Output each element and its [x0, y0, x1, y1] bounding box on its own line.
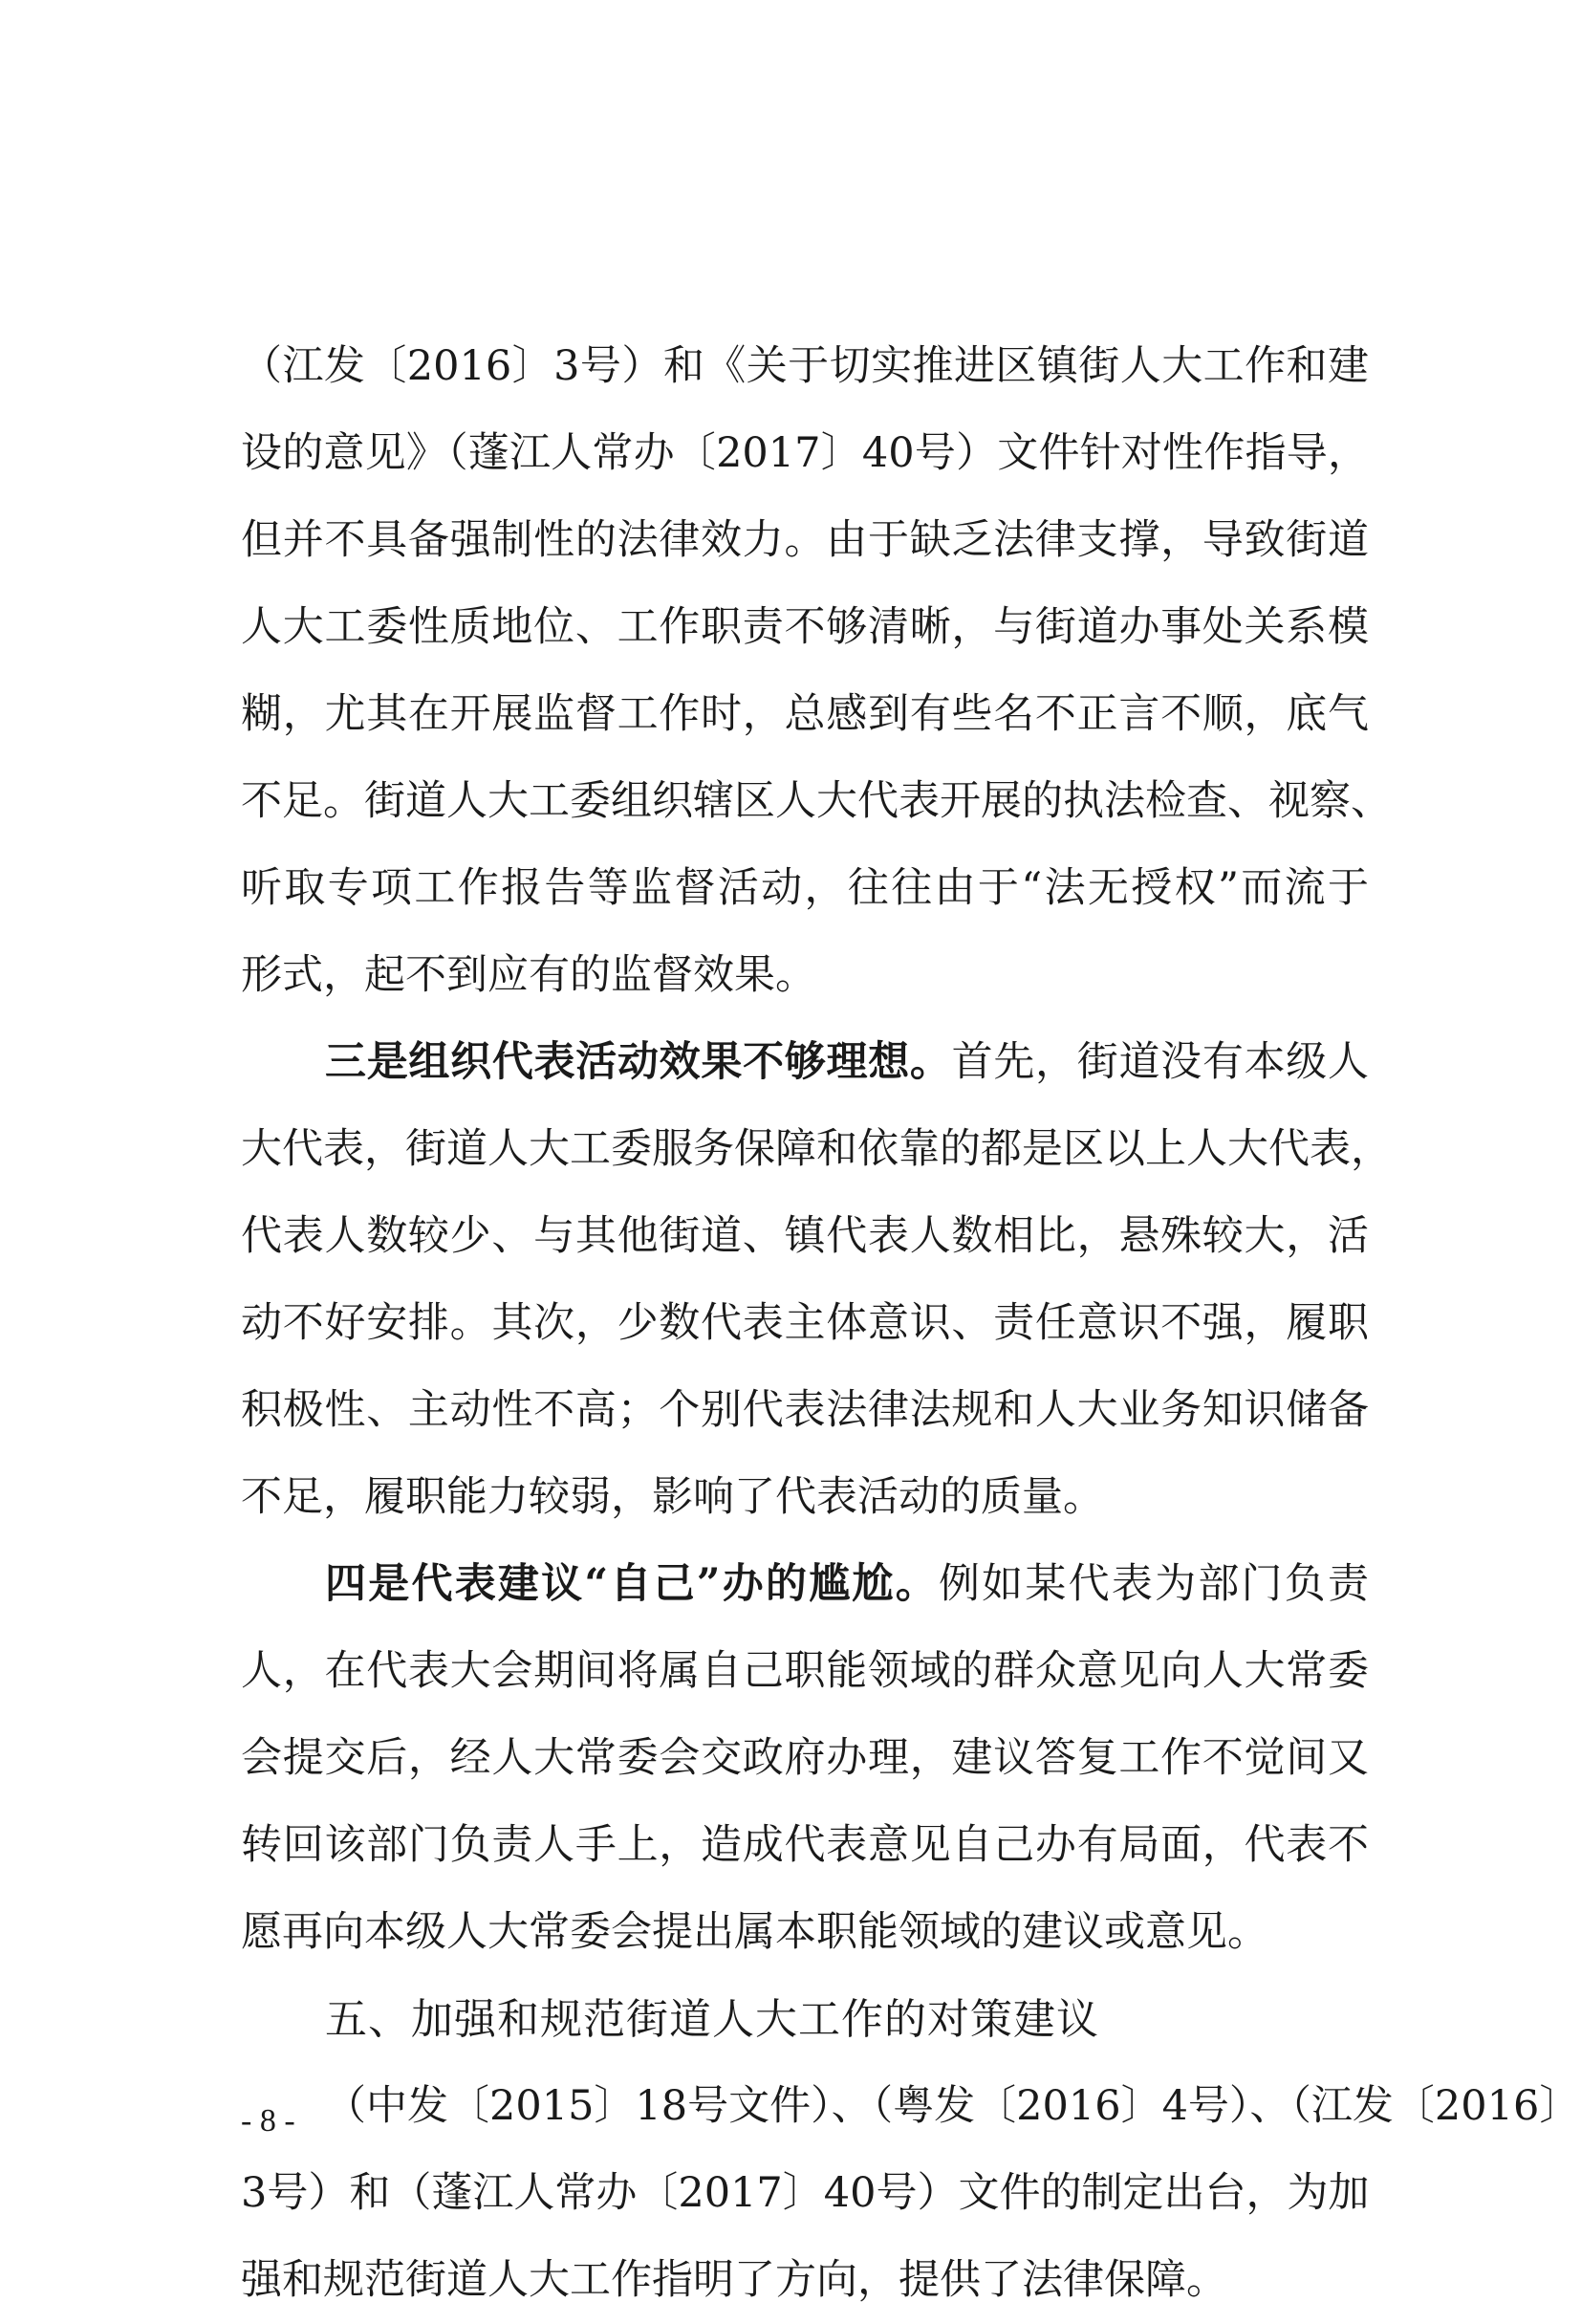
paragraph-first-line: [241, 1019, 1369, 1106]
paragraph-line: 积极性、主动性不高；个别代表法律法规和人大业务知识储备: [241, 1386, 1369, 1434]
paragraph-line: 形式，起不到应有的监督效果。: [241, 951, 816, 999]
paragraph-line: 人大工委性质地位、工作职责不够清晰，与街道办事处关系模: [241, 603, 1369, 651]
paragraph-line: 动不好安排。其次，少数代表主体意识、责任意识不强，履职: [241, 1299, 1369, 1347]
body-text: [241, 323, 1581, 2324]
paragraph-line: 3号）和（蓬江人常办〔2017〕40号）文件的制定出台，为加: [241, 2169, 1370, 2217]
paragraph-line: 愿再向本级人大常委会提出属本职能领域的建议或意见。: [241, 1908, 1268, 1956]
paragraph-line: 但并不具备强制性的法律效力。由于缺乏法律支撑，导致街道: [241, 516, 1369, 564]
paragraph-lead: 三是组织代表活动效果不够理想。: [325, 1038, 952, 1086]
page-number: - 8 -: [241, 2103, 295, 2139]
paragraph-line: 代表人数较少、与其他街道、镇代表人数相比，悬殊较大，活: [241, 1212, 1369, 1260]
paragraph-line: 人，在代表大会期间将属自己职能领域的群众意见向人大常委: [241, 1647, 1369, 1695]
paragraph-first-line: [241, 1541, 1369, 1628]
paragraph-line: 不足，履职能力较弱，影响了代表活动的质量。: [241, 1473, 1104, 1521]
section-heading: 五、加强和规范街道人大工作的对策建议: [325, 1995, 1099, 2044]
paragraph-text: 首先，街道没有本级人: [951, 1038, 1369, 1086]
paragraph-line: （中发〔2015〕18号文件）、（粤发〔2016〕4号）、（江发〔2016〕: [325, 2082, 1581, 2130]
paragraph-line: 设的意见》（蓬江人常办〔2017〕40号）文件针对性作指导，: [241, 429, 1369, 477]
paragraph-line: 强和规范街道人大工作指明了方向，提供了法律保障。: [241, 2256, 1227, 2304]
paragraph-lead: 四是代表建议“自己”办的尴尬。: [325, 1560, 939, 1608]
paragraph-text: 例如某代表为部门负责: [938, 1560, 1370, 1608]
paragraph-line: 听取专项工作报告等监督活动，往往由于“法无授权”而流于: [241, 864, 1369, 912]
paragraph-line: 转回该部门负责人手上，造成代表意见自己办有局面，代表不: [241, 1821, 1369, 1869]
paragraph-line: 不足。街道人大工委组织辖区人大代表开展的执法检查、视察、: [241, 777, 1392, 825]
paragraph-line: 大代表，街道人大工委服务保障和依靠的都是区以上人大代表，: [241, 1125, 1392, 1173]
paragraph-line: （江发〔2016〕3号）和《关于切实推进区镇街人大工作和建: [241, 342, 1369, 390]
paragraph-line: 糊，尤其在开展监督工作时，总感到有些名不正言不顺，底气: [241, 690, 1369, 738]
paragraph-line: 会提交后，经人大常委会交政府办理，建议答复工作不觉间又: [241, 1734, 1369, 1782]
